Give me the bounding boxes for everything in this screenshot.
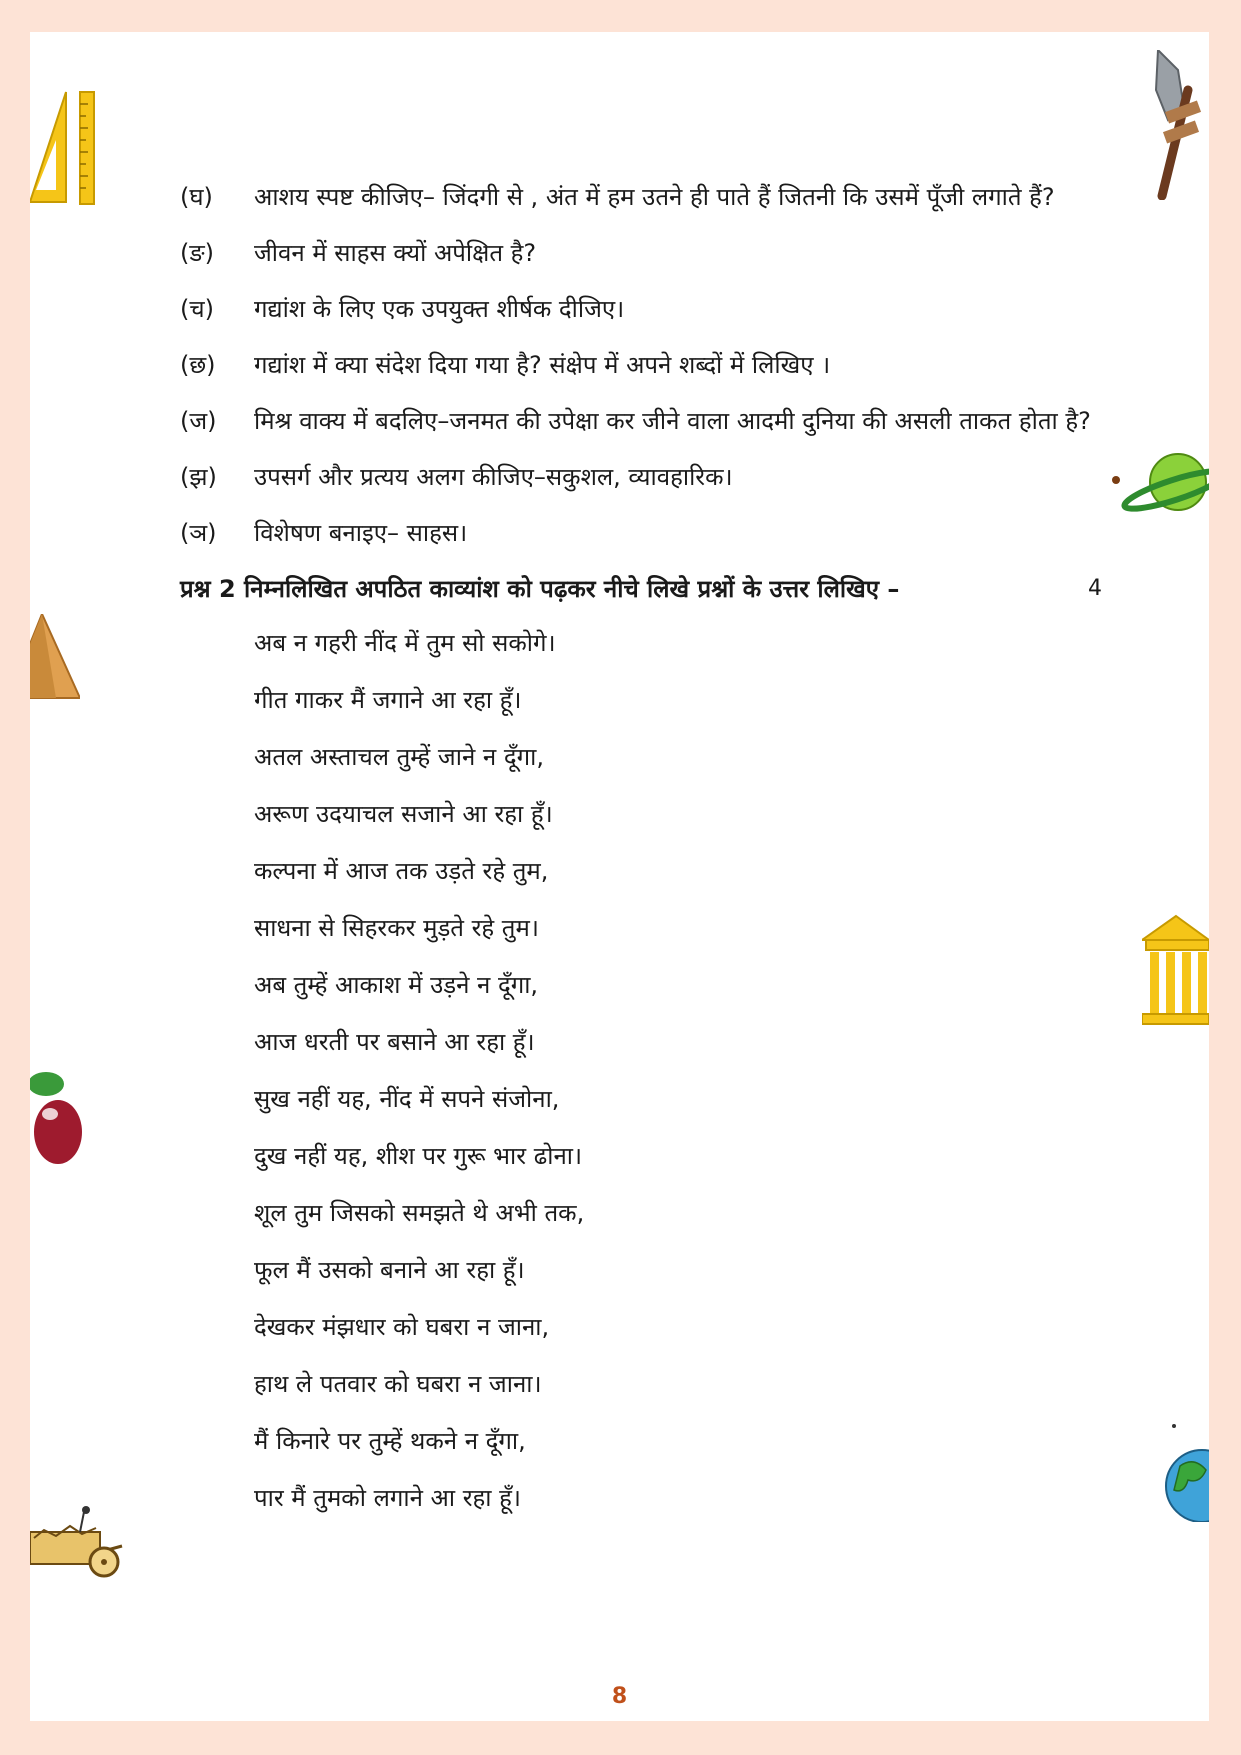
pyramid-icon bbox=[30, 614, 80, 700]
poem-passage bbox=[180, 623, 1120, 1518]
question-2-text: प्रश्न 2 निम्नलिखित अपठित काव्यांश को पढ़कर नीचे लिखे प्रश्नों के उत्तर लिखिए – bbox=[180, 575, 900, 603]
question-text: उपसर्ग और प्रत्यय अलग कीजिए–सकुशल, व्यावहारिक। bbox=[254, 463, 733, 491]
temple-icon bbox=[1142, 914, 1209, 1026]
poem-line: सुख नहीं यह, नींद में सपने संजोना, bbox=[254, 1085, 560, 1113]
question-number: (ज) bbox=[180, 407, 217, 435]
question-number: (छ) bbox=[180, 351, 216, 379]
poem-line: दुख नहीं यह, शीश पर गुरू भार ढोना। bbox=[254, 1142, 583, 1170]
question-item bbox=[180, 289, 1120, 329]
question-text: जीवन में साहस क्यों अपेक्षित है? bbox=[254, 239, 537, 267]
question-number: (ङ) bbox=[180, 239, 215, 267]
cart-icon bbox=[30, 1502, 126, 1582]
question-2-marks: 4 bbox=[1088, 576, 1102, 601]
poem-line: अरूण उदयाचल सजाने आ रहा हूँ। bbox=[254, 800, 553, 828]
question-item bbox=[180, 177, 1120, 217]
question-number: (ञ) bbox=[180, 519, 217, 547]
worksheet-content bbox=[180, 177, 1120, 1535]
poem-line: अब तुम्हें आकाश में उड़ने न दूँगा, bbox=[254, 971, 539, 999]
page-sheet bbox=[30, 32, 1209, 1721]
ruler-triangle-icon bbox=[30, 90, 100, 206]
poem-line: गीत गाकर मैं जगाने आ रहा हूँ। bbox=[254, 686, 522, 714]
question-number: (घ) bbox=[180, 183, 213, 211]
question-text: विशेषण बनाइए– साहस। bbox=[254, 519, 468, 547]
question-number: (झ) bbox=[180, 463, 217, 491]
globe-icon bbox=[1160, 1422, 1209, 1522]
poem-line: हाथ ले पतवार को घबरा न जाना। bbox=[254, 1370, 542, 1398]
question-list bbox=[180, 177, 1120, 553]
poem-line: फूल मैं उसको बनाने आ रहा हूँ। bbox=[254, 1256, 525, 1284]
planet-icon bbox=[1110, 452, 1209, 516]
question-item bbox=[180, 457, 1120, 497]
poem-line: आज धरती पर बसाने आ रहा हूँ। bbox=[254, 1028, 535, 1056]
poem-line: अतल अस्ताचल तुम्हें जाने न दूँगा, bbox=[254, 743, 544, 771]
question-text: मिश्र वाक्य में बदलिए–जनमत की उपेक्षा कर जीने वाला आदमी दुनिया की असली ताकत होता है? bbox=[254, 407, 1091, 435]
question-text: आशय स्पष्ट कीजिए– जिंदगी से , अंत में हम उतने ही पाते हैं जितनी कि उसमें पूँजी लगाते हैं? bbox=[254, 183, 1055, 211]
poem-line: अब न गहरी नींद में तुम सो सकोगे। bbox=[254, 629, 556, 657]
poem-line: साधना से सिहरकर मुड़ते रहे तुम। bbox=[254, 914, 539, 942]
stone-axe-icon bbox=[1148, 50, 1206, 200]
question-text: गद्यांश में क्या संदेश दिया गया है? संक्षेप में अपने शब्दों में लिखिए । bbox=[254, 351, 831, 379]
poem-line: शूल तुम जिसको समझते थे अभी तक, bbox=[254, 1199, 585, 1227]
question-item bbox=[180, 513, 1120, 553]
question-item bbox=[180, 345, 1120, 385]
question-2-heading bbox=[180, 569, 1120, 609]
poem-line: कल्पना में आज तक उड़ते रहे तुम, bbox=[254, 857, 549, 885]
poem-line: मैं किनारे पर तुम्हें थकने न दूँगा, bbox=[254, 1427, 526, 1455]
poem-line: देखकर मंझधार को घबरा न जाना, bbox=[254, 1313, 550, 1341]
question-number: (च) bbox=[180, 295, 214, 323]
question-item bbox=[180, 233, 1120, 273]
question-text: गद्यांश के लिए एक उपयुक्त शीर्षक दीजिए। bbox=[254, 295, 625, 323]
page-number: 8 bbox=[611, 1684, 628, 1709]
fruit-icon bbox=[30, 1062, 86, 1172]
question-item bbox=[180, 401, 1120, 441]
poem-line: पार मैं तुमको लगाने आ रहा हूँ। bbox=[254, 1484, 521, 1512]
